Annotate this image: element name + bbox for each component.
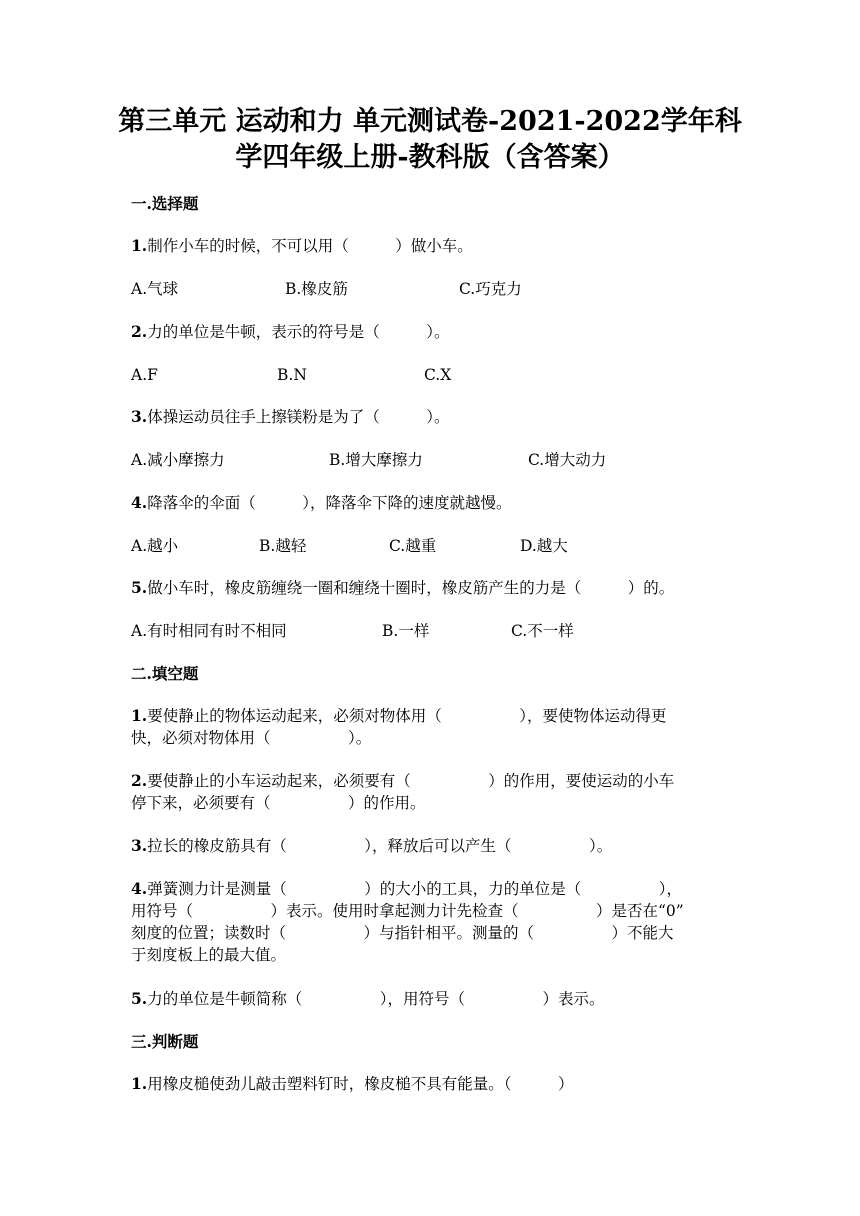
document-title [100,104,760,176]
option-a: A.气球 [131,280,179,298]
question-1-5 [131,577,674,599]
question-text: 弹簧测力计是测量（ ）的大小的工具，力的单位是（ ）， [147,880,682,898]
question-3-1 [131,1073,573,1095]
question-2-3 [131,835,612,857]
section-heading-fill: 二.填空题 [131,664,199,683]
option-c: C.越重 [389,537,437,555]
option-a: A.F [131,366,158,384]
question-text: 要使静止的物体运动起来，必须对物体用（ ），要使物体运动得更 [147,707,667,725]
question-text: 力的单位是牛顿，表示的符号是（ ）。 [147,323,450,341]
question-1-4 [131,492,511,514]
question-2-2-cont: 停下来，必须要有（ ）的作用。 [131,794,426,812]
option-b: B.N [277,366,307,384]
question-number: 3. [131,836,148,855]
question-number: 5. [131,989,148,1008]
question-number: 3. [131,407,148,426]
question-2-4-cont-2: 刻度的位置；读数时（ ）与指针相平。测量的（ ）不能大 [131,924,674,942]
question-text: 用橡皮槌使劲儿敲击塑料钉时，橡皮槌不具有能量。（ ） [147,1075,574,1093]
option-d: D.越大 [520,537,568,555]
question-text: 要使静止的小车运动起来，必须要有（ ）的作用，要使运动的小车 [147,772,675,790]
title-line-2: 学四年级上册-教科版（含答案） [235,142,625,173]
question-1-2 [131,321,449,343]
question-text: 降落伞的伞面（ ），降落伞下降的速度就越慢。 [147,494,512,512]
question-number: 1. [131,706,148,725]
option-c: C.增大动力 [528,451,607,469]
question-2-2 [131,770,674,792]
title-line-1: 第三单元 运动和力 单元测试卷-2021-2022学年科 [118,106,742,137]
question-number: 1. [131,236,148,255]
question-number: 4. [131,493,148,512]
option-c: C.X [424,366,452,384]
question-2-5 [131,988,604,1010]
question-number: 1. [131,1074,148,1093]
option-c: C.不一样 [511,622,574,640]
question-2-1-cont: 快，必须对物体用（ ）。 [131,729,372,747]
question-2-4-cont-1: 用符号（ ）表示。使用时拿起测力计先检查（ ）是否在“0” [131,902,684,920]
question-text: 拉长的橡皮筋具有（ ），释放后可以产生（ ）。 [147,837,613,855]
section-heading-judge: 三.判断题 [131,1032,199,1051]
question-number: 2. [131,322,148,341]
section-heading-choice: 一.选择题 [131,194,199,213]
question-text: 做小车时，橡皮筋缠绕一圈和缠绕十圈时，橡皮筋产生的力是（ ）的。 [147,579,675,597]
option-a: A.越小 [131,537,179,555]
question-1-3 [131,406,449,428]
option-b: B.橡皮筋 [285,280,348,298]
question-1-1 [131,235,473,257]
question-2-4 [131,878,682,900]
question-text: 制作小车的时候，不可以用（ ）做小车。 [147,237,473,255]
option-b: B.越轻 [259,537,307,555]
option-b: B.一样 [382,622,430,640]
question-2-1 [131,705,666,727]
question-number: 5. [131,578,148,597]
question-2-4-cont-3: 于刻度板上的最大值。 [131,946,287,964]
option-b: B.增大摩擦力 [329,451,423,469]
question-number: 2. [131,771,148,790]
option-c: C.巧克力 [459,280,522,298]
question-text: 体操运动员往手上擦镁粉是为了（ ）。 [147,408,450,426]
question-text: 力的单位是牛顿简称（ ），用符号（ ）表示。 [147,990,605,1008]
option-a: A.减小摩擦力 [131,451,225,469]
question-number: 4. [131,879,148,898]
option-a: A.有时相同有时不相同 [131,622,287,640]
